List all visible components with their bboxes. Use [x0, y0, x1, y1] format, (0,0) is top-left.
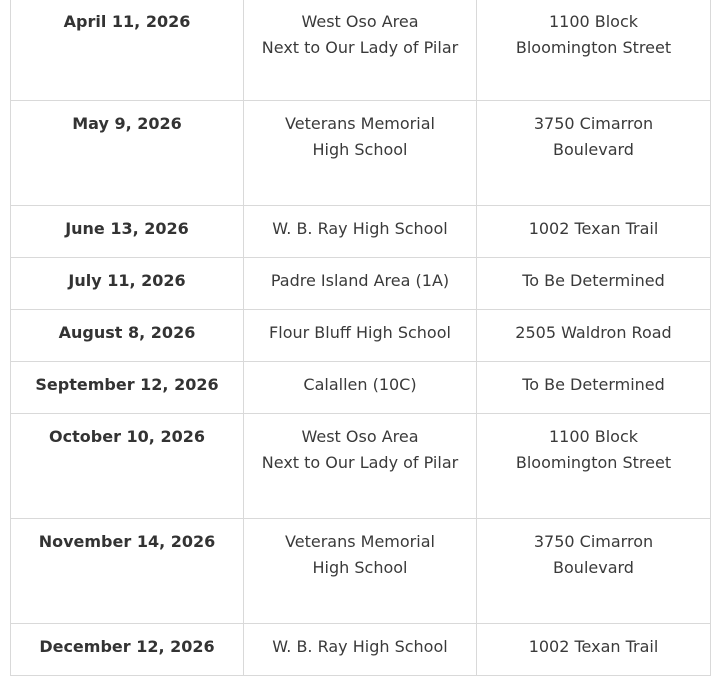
event-date: November 14, 2026 — [11, 519, 244, 624]
event-address: 1100 Block Bloomington Street — [477, 414, 711, 519]
table-row — [11, 519, 711, 624]
event-address: 1002 Texan Trail — [477, 206, 711, 258]
event-location: Flour Bluff High School — [244, 310, 477, 362]
event-date: August 8, 2026 — [11, 310, 244, 362]
event-location: Veterans Memorial High School — [244, 519, 477, 624]
event-date: April 11, 2026 — [11, 0, 244, 101]
table-row — [11, 310, 711, 362]
event-location: Calallen (10C) — [244, 362, 477, 414]
event-address: 1002 Texan Trail — [477, 624, 711, 676]
event-date: May 9, 2026 — [11, 101, 244, 206]
event-location: West Oso Area Next to Our Lady of Pilar — [244, 414, 477, 519]
event-location: W. B. Ray High School — [244, 206, 477, 258]
table-row — [11, 0, 711, 101]
event-address: 1100 Block Bloomington Street — [477, 0, 711, 101]
schedule-table — [10, 0, 711, 676]
table-row — [11, 414, 711, 519]
event-location: Veterans Memorial High School — [244, 101, 477, 206]
event-address: 2505 Waldron Road — [477, 310, 711, 362]
table-row — [11, 206, 711, 258]
event-date: June 13, 2026 — [11, 206, 244, 258]
table-row — [11, 101, 711, 206]
event-address: To Be Determined — [477, 258, 711, 310]
table-row — [11, 362, 711, 414]
event-location: W. B. Ray High School — [244, 624, 477, 676]
event-location: West Oso Area Next to Our Lady of Pilar — [244, 0, 477, 101]
event-address: 3750 Cimarron Boulevard — [477, 101, 711, 206]
event-date: July 11, 2026 — [11, 258, 244, 310]
event-location: Padre Island Area (1A) — [244, 258, 477, 310]
event-address: 3750 Cimarron Boulevard — [477, 519, 711, 624]
event-date: October 10, 2026 — [11, 414, 244, 519]
table-row — [11, 258, 711, 310]
table-row — [11, 624, 711, 676]
event-address: To Be Determined — [477, 362, 711, 414]
event-date: September 12, 2026 — [11, 362, 244, 414]
event-date: December 12, 2026 — [11, 624, 244, 676]
